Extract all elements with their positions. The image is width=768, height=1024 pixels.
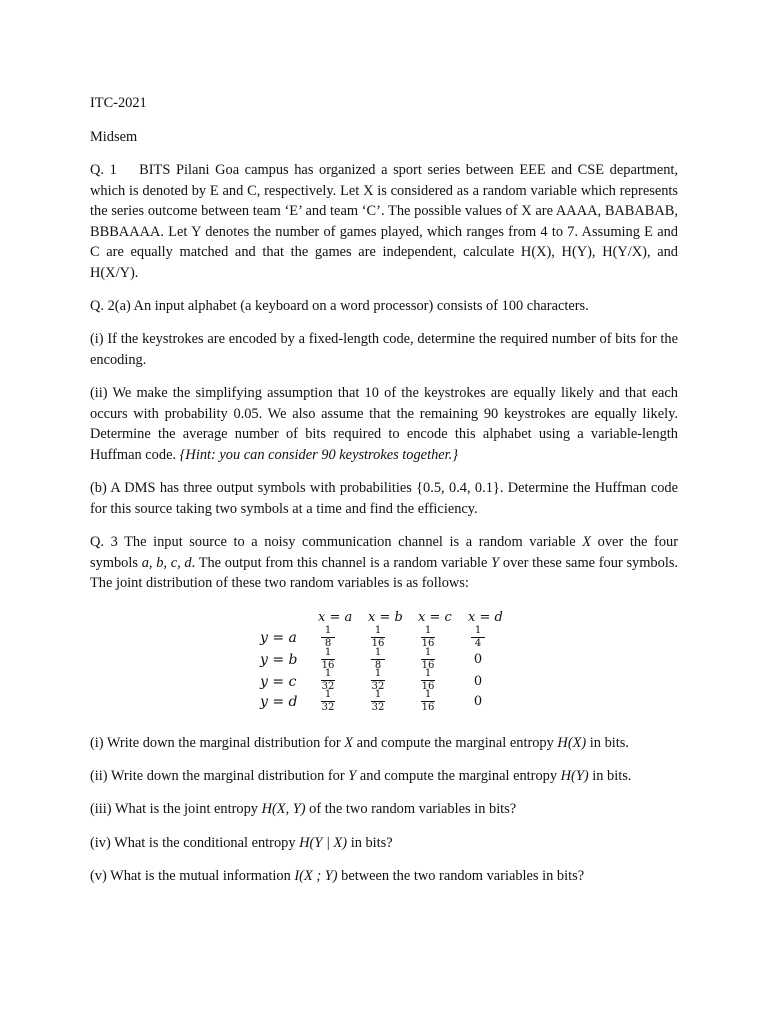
text: (ii) Write down the marginal distribution for <box>90 768 349 784</box>
col-header: x = d <box>468 610 503 625</box>
text: in bits. <box>588 768 632 784</box>
course-title: ITC-2021 <box>90 95 147 111</box>
var-x: X <box>344 735 354 751</box>
text: and compute the marginal entropy <box>353 735 558 751</box>
question-3-part-i <box>90 733 678 754</box>
cell-fraction: 1 16 <box>371 625 385 649</box>
exam-name: Midsem <box>90 129 138 145</box>
joint-distribution-table <box>260 606 520 716</box>
cell-zero: 0 <box>473 652 483 667</box>
cell-fraction: 1 32 <box>321 689 335 713</box>
var-y: Y <box>348 768 357 784</box>
question-2a-part-ii <box>90 383 678 465</box>
cell-fraction: 1 16 <box>421 689 435 713</box>
row-header: y = c <box>260 674 297 690</box>
text: (iv) What is the conditional entropy <box>90 835 300 851</box>
row-header: y = a <box>260 630 297 646</box>
cell-fraction: 1 4 <box>463 626 493 649</box>
cell-fraction: 1 16 <box>421 647 435 671</box>
mutual-information: I(X ; Y) <box>294 868 338 884</box>
cell-fraction: 1 32 <box>321 668 335 692</box>
cell-fraction: 1 16 <box>321 647 335 671</box>
text: and compute the marginal entropy <box>356 768 561 784</box>
question-2b: (b) A DMS has three output symbols with probabilities {0.5, 0.4, 0.1}. Determine the Huffman code for this source taking two symbols at a time and find the efficiency. <box>90 480 678 517</box>
q3-symbols: a, b, c, d <box>141 554 192 571</box>
row-header: y = b <box>260 652 298 668</box>
question-3-intro <box>90 532 678 594</box>
q3-intro-text-2: over the four symbols <box>90 534 679 571</box>
question-3-part-v <box>90 866 678 887</box>
col-header: x = c <box>418 610 452 625</box>
part-ii-text: (ii) We make the simplifying assumption that 10 of the keystrokes are equally likely and that each occurs with probability 0.05. We also assume that the remaining 90 keystrokes are equally likely. Determine the average number of bits required to encode this alphabet using a variable-length Huffman code. <box>90 385 678 463</box>
joint-entropy: H(X, Y) <box>261 801 306 817</box>
question-3-part-iii <box>90 799 678 820</box>
q3-intro-text-4: over these same four symbols. The joint distribution of these two random variables is as follows: <box>90 554 679 591</box>
question-1: Q. 1 BITS Pilani Goa campus has organized a sport series between EEE and CSE department, which is denoted by E and C, respectively. Let X is considered as a random variable which represents the series outcome between team ‘E’ and team ‘C’. The possible values of X are AAAA, BABABAB, BBBAAAA. Let Y denotes the number of games played, which ranges from 4 to 7. Assuming E and C are equally matched and that the games are independent, calculate H(X), H(Y), H(Y/X), and H(X/Y). <box>90 162 678 281</box>
entropy-hy: H(Y) <box>560 768 589 784</box>
col-header: x = b <box>368 610 403 625</box>
text: (iii) What is the joint entropy <box>90 801 262 817</box>
text: in bits. <box>586 735 629 751</box>
cell-zero: 0 <box>473 674 483 689</box>
q3-intro-text-3: . The output from this channel is a random variable <box>191 554 492 571</box>
question-2a-part-i: (i) If the keystrokes are encoded by a fixed-length code, determine the required number of bits for the encoding. <box>90 331 678 368</box>
question-3-part-ii <box>90 766 678 787</box>
cell-fraction: 1 8 <box>363 648 393 671</box>
row-header: y = d <box>260 694 298 710</box>
entropy-hx: H(X) <box>557 735 587 751</box>
text: (v) What is the mutual information <box>90 868 295 884</box>
q3-intro-text-1: Q. 3 The input source to a noisy communication channel is a random variable <box>90 534 583 550</box>
cell-zero: 0 <box>473 694 483 709</box>
q3-var-y: Y <box>491 554 500 571</box>
col-header: x = a <box>318 610 353 625</box>
conditional-entropy: H(Y | X) <box>299 835 348 851</box>
question-2a-intro: Q. 2(a) An input alphabet (a keyboard on a word processor) consists of 100 characters. <box>90 298 589 314</box>
part-ii-hint: {Hint: you can consider 90 keystrokes together.} <box>179 446 459 463</box>
text: (i) Write down the marginal distribution for <box>90 735 345 751</box>
q3-var-x: X <box>582 534 592 550</box>
text: in bits? <box>347 835 393 851</box>
cell-fraction: 1 32 <box>371 689 385 713</box>
question-3-part-iv <box>90 833 678 854</box>
cell-fraction: 1 8 <box>313 626 343 649</box>
text: of the two random variables in bits? <box>305 801 517 817</box>
cell-fraction: 1 16 <box>421 625 435 649</box>
text: between the two random variables in bits? <box>337 868 585 884</box>
cell-fraction: 1 16 <box>421 668 435 692</box>
cell-fraction: 1 32 <box>371 668 385 692</box>
